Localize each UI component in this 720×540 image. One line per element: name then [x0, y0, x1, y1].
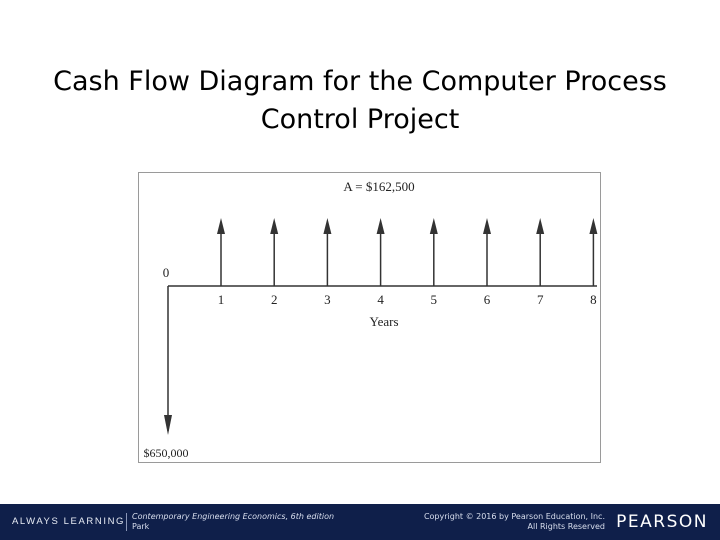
inflow-arrow-head-7: [536, 218, 544, 234]
footer-divider: [126, 513, 127, 531]
period-label-2: 2: [270, 292, 278, 307]
origin-label: 0: [162, 265, 170, 280]
copyright-line-1: Copyright © 2016 by Pearson Education, Inc.: [423, 512, 605, 521]
cash-flow-diagram-svg: [139, 173, 600, 462]
book-title: Contemporary Engineering Economics, 6th edition: [132, 512, 335, 521]
slide-title-line-2: Control Project: [260, 104, 460, 135]
inflow-arrow-head-6: [483, 218, 491, 234]
period-label-8: 8: [590, 292, 597, 307]
cash-flow-diagram: [138, 172, 601, 463]
book-author: Park: [132, 522, 150, 531]
inflow-arrow-head-5: [430, 218, 438, 234]
inflow-arrows: [217, 218, 597, 307]
period-label-5: 5: [430, 292, 438, 307]
inflow-arrow-head-2: [270, 218, 278, 234]
book-info: [132, 512, 334, 532]
period-label-3: 3: [324, 292, 331, 307]
outflow-label: $650,000: [143, 446, 189, 460]
copyright-line-2: All Rights Reserved: [527, 522, 605, 531]
period-label-6: 6: [483, 292, 491, 307]
inflow-arrow-head-1: [217, 218, 225, 234]
pearson-logo: PEARSON: [616, 512, 708, 532]
inflow-arrow-head-4: [377, 218, 385, 234]
inflow-arrow-head-3: [323, 218, 331, 234]
annuity-label: A = $162,500: [343, 179, 415, 194]
period-label-4: 4: [377, 292, 384, 307]
footer-bar: [0, 504, 720, 540]
copyright-notice: [424, 512, 605, 532]
period-label-1: 1: [217, 292, 225, 307]
axis-label: Years: [369, 314, 399, 329]
slide-title: [20, 63, 700, 139]
outflow-arrow-head: [164, 415, 172, 435]
inflow-arrow-head-8: [589, 218, 597, 234]
always-learning-tagline: ALWAYS LEARNING: [12, 516, 126, 527]
slide-title-line-1: Cash Flow Diagram for the Computer Process: [53, 66, 667, 97]
period-label-7: 7: [536, 292, 544, 307]
